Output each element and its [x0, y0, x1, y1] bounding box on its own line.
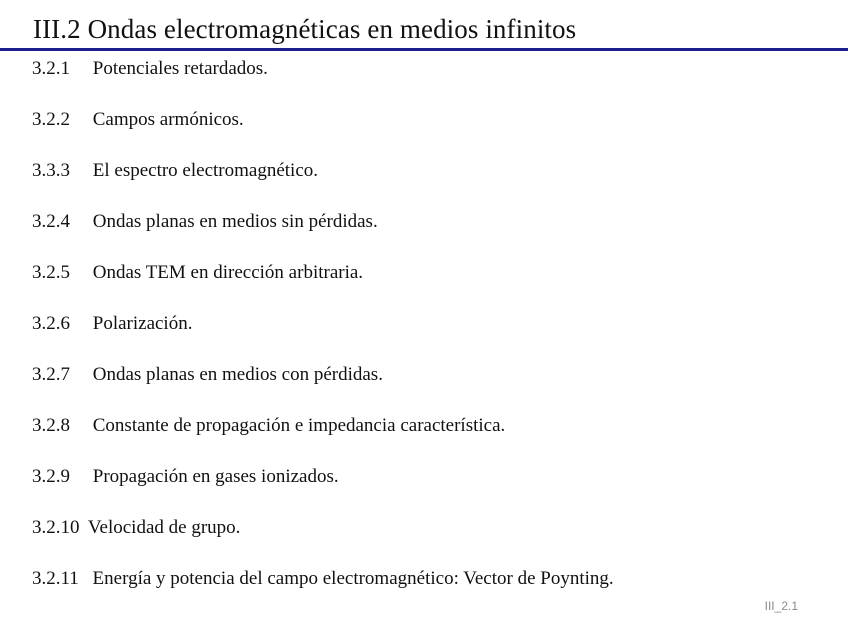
item-text: Velocidad de grupo.: [87, 517, 241, 538]
item-text: Propagación en gases ionizados.: [92, 466, 339, 487]
list-item: [32, 311, 832, 362]
item-text: Constante de propagación e impedancia característica.: [92, 415, 506, 436]
list-item: [32, 413, 832, 464]
list-item: [32, 107, 832, 158]
item-text: Campos armónicos.: [92, 109, 244, 130]
item-number: 3.2.6: [32, 313, 70, 334]
item-text: Energía y potencia del campo electromagnético: Vector de Poynting.: [92, 568, 614, 589]
item-number: 3.2.9: [32, 466, 70, 487]
list-item: [32, 158, 832, 209]
item-text: El espectro electromagnético.: [92, 160, 319, 181]
list-item: [32, 56, 832, 107]
list-item: [32, 362, 832, 413]
list-item: [32, 515, 832, 566]
item-number: 3.2.10: [32, 517, 80, 538]
list-item: [32, 260, 832, 311]
title-underline: [0, 48, 848, 51]
item-number: 3.2.7: [32, 364, 70, 385]
item-text: Polarización.: [92, 313, 193, 334]
item-text: Ondas TEM en dirección arbitraria.: [92, 262, 364, 283]
slide-title: III.2 Ondas electromagnéticas en medios infinitos: [33, 14, 577, 44]
list-item: [32, 209, 832, 260]
item-number: 3.2.11: [32, 568, 79, 589]
item-number: 3.2.8: [32, 415, 70, 436]
item-text: Ondas planas en medios con pérdidas.: [92, 364, 383, 385]
list-item: [32, 566, 832, 617]
item-number: 3.2.1: [32, 58, 70, 79]
item-number: 3.2.4: [32, 211, 70, 232]
item-number: 3.3.3: [32, 160, 70, 181]
slide-footer-label: III_2.1: [764, 599, 798, 613]
list-item: [32, 464, 832, 515]
item-text: Ondas planas en medios sin pérdidas.: [92, 211, 378, 232]
item-text: Potenciales retardados.: [92, 58, 268, 79]
item-number: 3.2.5: [32, 262, 70, 283]
item-number: 3.2.2: [32, 109, 70, 130]
section-list: [32, 56, 832, 617]
